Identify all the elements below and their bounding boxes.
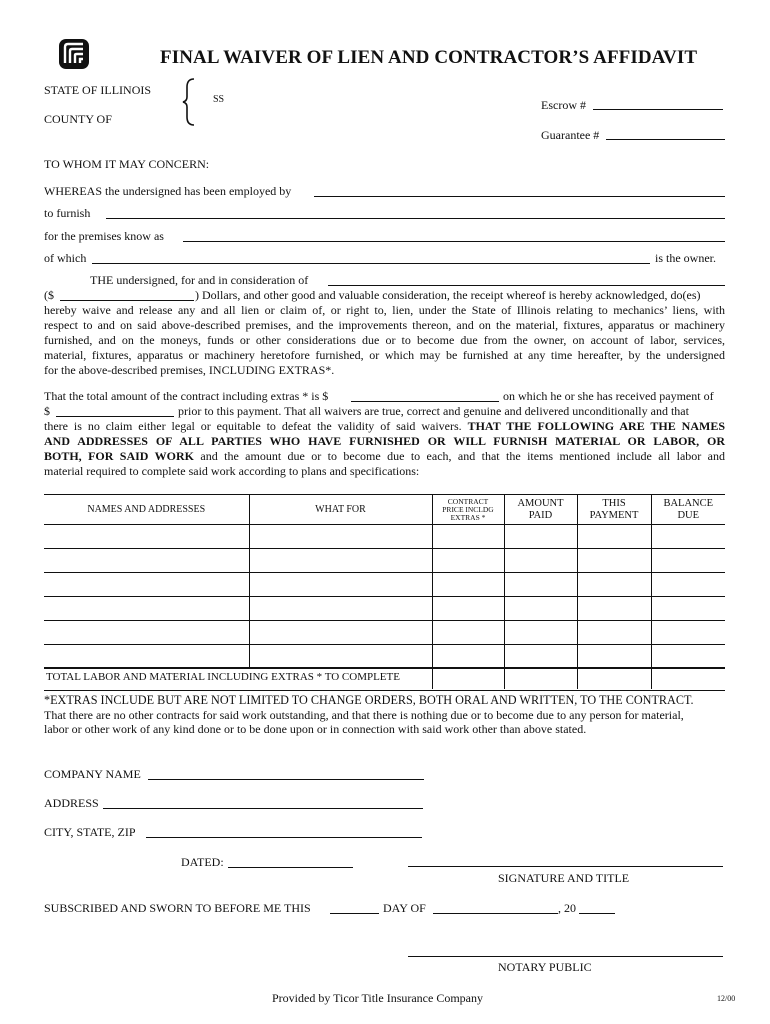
table-cell[interactable] (249, 573, 432, 597)
salutation: TO WHOM IT MAY CONCERN: (44, 157, 210, 171)
city-state-zip-field[interactable] (146, 837, 422, 838)
table-header-row (44, 495, 725, 525)
no-other-contracts-text: That there are no other contracts for said work outstanding, and that there is nothing due or to become due to any person for material, (44, 708, 684, 722)
dated-field[interactable] (228, 867, 353, 868)
state-label: STATE OF ILLINOIS (44, 83, 152, 97)
amount-paid-header (504, 495, 577, 525)
furnish-label: to furnish (44, 206, 91, 220)
table-cell[interactable] (44, 621, 249, 645)
parties-line (44, 449, 725, 464)
header-line: CONTRACT (447, 496, 489, 506)
dollars-text: ) Dollars, and other good and valuable consideration, the receipt whereof is hereby acknowledged, do(es) (195, 288, 701, 302)
header-line: PRICE INCLDG (442, 504, 494, 514)
table-cell[interactable] (651, 549, 725, 573)
parties-table (44, 494, 725, 669)
is-owner-label: is the owner. (655, 251, 716, 265)
header-line: PAID (528, 509, 553, 521)
table-row[interactable] (44, 597, 725, 621)
form-date-code: 12/00 (717, 994, 736, 1003)
what-for-header: WHAT FOR (249, 495, 432, 525)
total-contract-cell[interactable] (432, 667, 505, 689)
consideration-label: THE undersigned, for and in consideration of (90, 273, 309, 287)
header-line: AMOUNT (517, 497, 564, 509)
table-row[interactable] (44, 621, 725, 645)
table-cell[interactable] (249, 621, 432, 645)
this-payment-header (577, 495, 651, 525)
parties-paragraph (44, 419, 725, 479)
table-cell[interactable] (651, 597, 725, 621)
table-row[interactable] (44, 525, 725, 549)
payment-received-field[interactable] (56, 416, 174, 417)
said-work-text: BOTH, FOR SAID WORK (44, 449, 194, 463)
names-header: NAMES AND ADDRESSES (44, 495, 249, 525)
table-cell[interactable] (577, 645, 651, 669)
total-payment-cell[interactable] (577, 667, 652, 689)
premises-label: for the premises know as (44, 229, 164, 243)
table-cell[interactable] (504, 645, 577, 669)
owner-field[interactable] (92, 263, 650, 264)
table-cell[interactable] (577, 549, 651, 573)
escrow-field[interactable] (593, 109, 723, 110)
table-cell[interactable] (432, 621, 504, 645)
table-cell[interactable] (651, 573, 725, 597)
company-name-field[interactable] (148, 779, 424, 780)
dollar-sign: $ (44, 404, 50, 418)
sworn-day-field[interactable] (330, 913, 379, 914)
guarantee-field[interactable] (606, 139, 725, 140)
table-cell[interactable] (249, 549, 432, 573)
table-cell[interactable] (577, 597, 651, 621)
dated-label: DATED: (181, 855, 224, 869)
table-cell[interactable] (432, 645, 504, 669)
names-heading-text: THAT THE FOLLOWING ARE THE NAMES (467, 419, 725, 433)
table-cell[interactable] (651, 645, 725, 669)
table-cell[interactable] (504, 573, 577, 597)
table-cell[interactable] (432, 549, 504, 573)
table-cell[interactable] (44, 645, 249, 669)
table-cell[interactable] (44, 549, 249, 573)
day-of-label: DAY OF (383, 901, 426, 915)
premises-field[interactable] (183, 241, 725, 242)
waiver-line: furnished, and on the moneys, funds or other considerations due or to become due from the owner, on account of labor, services, (44, 333, 725, 347)
waivers-text: prior to this payment. That all waivers are true, correct and genuine and delivered unconditionally and that (178, 404, 689, 418)
provider-footer: Provided by Ticor Title Insurance Company (272, 991, 484, 1005)
waiver-line: hereby waive and release any and all lien or claim of, or right to, lien, under the State of Illinois relating to mechanics’ liens, with (44, 303, 725, 317)
table-cell[interactable] (651, 525, 725, 549)
header-line: EXTRAS * (450, 512, 486, 522)
total-balance-cell[interactable] (651, 667, 726, 689)
amount-due-text: and the amount due or to become due to each, and that the items mentioned include all labor and (200, 449, 725, 463)
table-cell[interactable] (44, 597, 249, 621)
table-cell[interactable] (504, 549, 577, 573)
contract-amount-label: That the total amount of the contract including extras * is $ (44, 389, 329, 403)
header-line: DUE (677, 509, 700, 521)
city-state-zip-label: CITY, STATE, ZIP (44, 825, 136, 839)
waiver-line: respect to and on said above-described premises, and the improvements thereon, and on the material, fixtures, apparatus or machinery (44, 318, 725, 332)
table-cell[interactable] (249, 525, 432, 549)
company-name-label: COMPANY NAME (44, 767, 141, 781)
header-line: PAYMENT (589, 509, 639, 521)
parties-line: material required to complete said work according to plans and specifications: (44, 464, 420, 478)
table-cell[interactable] (44, 525, 249, 549)
signature-field[interactable] (408, 866, 723, 867)
address-label: ADDRESS (44, 796, 99, 810)
table-cell[interactable] (651, 621, 725, 645)
table-cell[interactable] (432, 525, 504, 549)
signature-title-label: SIGNATURE AND TITLE (498, 871, 630, 885)
table-cell[interactable] (577, 573, 651, 597)
balance-due-header (651, 495, 725, 525)
sworn-month-field[interactable] (433, 913, 558, 914)
waiver-line: material, fixtures, apparatus or machinery heretofore furnished, or which may be furnished at any time hereafter, by the undersigned (44, 348, 725, 362)
table-cell[interactable] (249, 645, 432, 669)
table-cell[interactable] (504, 525, 577, 549)
notary-public-label: NOTARY PUBLIC (498, 960, 592, 974)
table-cell[interactable] (504, 597, 577, 621)
notary-signature-field[interactable] (408, 956, 723, 957)
table-row[interactable] (44, 549, 725, 573)
waiver-line: for the above-described premises, INCLUDING EXTRAS*. (44, 363, 335, 377)
dollars-field[interactable] (60, 300, 194, 301)
table-cell[interactable] (432, 597, 504, 621)
table-cell[interactable] (504, 621, 577, 645)
total-label: TOTAL LABOR AND MATERIAL INCLUDING EXTRAS * TO COMPLETE (46, 671, 400, 683)
table-row[interactable] (44, 645, 725, 669)
header-line: BALANCE (663, 497, 714, 509)
document-title: FINAL WAIVER OF LIEN AND CONTRACTOR’S AFFIDAVIT (160, 47, 698, 68)
consideration-field[interactable] (328, 285, 725, 286)
payment-received-label: on which he or she has received payment of (503, 389, 714, 403)
furnish-field[interactable] (106, 218, 725, 219)
dollars-prefix: ($ (44, 288, 54, 302)
employed-by-label: WHEREAS the undersigned has been employed by (44, 184, 292, 198)
year-prefix-label: , 20 (558, 901, 576, 915)
no-other-contracts-text: labor or other work of any kind done or to be done upon or in connection with said work other than above stated. (44, 722, 587, 736)
table-row[interactable] (44, 573, 725, 597)
total-paid-cell[interactable] (504, 667, 578, 689)
parties-line: AND ADDRESSES OF ALL PARTIES WHO HAVE FURNISHED OR WILL FURNISH MATERIAL OR LABOR, OR (44, 434, 725, 448)
table-cell[interactable] (432, 573, 504, 597)
table-cell[interactable] (577, 621, 651, 645)
contract-amount-field[interactable] (351, 401, 499, 402)
validity-text: there is no claim either legal or equitable to defeat the validity of said waivers. (44, 419, 462, 433)
ss-label: SS (213, 94, 225, 105)
brace-icon (182, 77, 200, 127)
sworn-year-field[interactable] (579, 913, 615, 914)
employed-by-field[interactable] (314, 196, 725, 197)
ticor-logo-icon (56, 36, 92, 72)
header-line: THIS (602, 497, 626, 509)
table-cell[interactable] (44, 573, 249, 597)
of-which-label: of which (44, 251, 87, 265)
escrow-label: Escrow # (541, 98, 586, 112)
address-field[interactable] (103, 808, 423, 809)
table-cell[interactable] (577, 525, 651, 549)
extras-note: *EXTRAS INCLUDE BUT ARE NOT LIMITED TO CHANGE ORDERS, BOTH ORAL AND WRITTEN, TO THE CONTRACT. (44, 693, 694, 707)
parties-line (44, 419, 725, 434)
guarantee-label: Guarantee # (541, 128, 600, 142)
contract-price-header (432, 495, 504, 525)
county-label: COUNTY OF (44, 112, 112, 126)
table-cell[interactable] (249, 597, 432, 621)
sworn-label: SUBSCRIBED AND SWORN TO BEFORE ME THIS (44, 901, 311, 915)
waiver-paragraph (44, 303, 725, 378)
